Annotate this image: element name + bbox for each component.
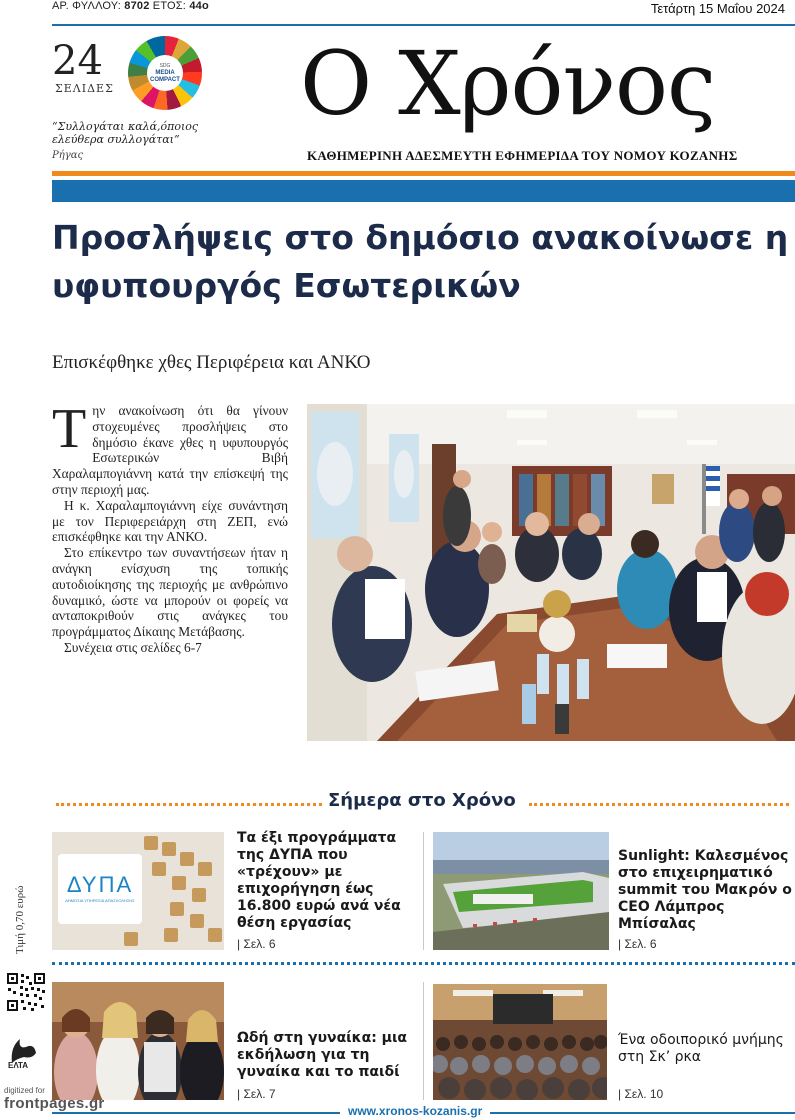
teaser-page-women: | Σελ. 7	[237, 1087, 276, 1101]
dypa-logo: ΔΥΠΑ ΔΗΜΟΣΙΑ ΥΠΗΡΕΣΙΑ ΑΠΑΣΧΟΛΗΣΗΣ	[65, 872, 135, 903]
lead-paragraph: Η κ. Χαραλαμπογιάννη είχε συνάντηση με τον Περιφερειάρχη στη ΖΕΠ, ενώ επισκέφθηκε και την ΑΝΚΟ.	[52, 497, 288, 545]
column-divider	[423, 832, 424, 950]
dotted-rule	[529, 803, 789, 806]
column-divider	[423, 982, 424, 1100]
lead-paragraph: Την ανακοίνωση ότι θα γίνουν στοχευμένες προσλήψεις στο δημόσιο έκανε χθες η υφυπουργός Εσωτερικών Βιβή Χαραλαμπογιάννη κατά την επίσκεψή της στην περιοχή μας.	[52, 398, 288, 497]
sdg-media-compact-icon: SDG MEDIA COMPACT	[128, 36, 202, 110]
dropcap: Τ	[52, 398, 87, 460]
lead-subhead: Επισκέφθηκε χθες Περιφέρεια και ΑΝΚΟ	[52, 352, 371, 373]
price-label: Τιμή 0,70 ευρώ	[14, 885, 26, 954]
website-link[interactable]: www.xronos-kozanis.gr	[340, 1104, 490, 1118]
teaser-page-sunlight: | Σελ. 6	[618, 937, 657, 951]
motto: “Συλλογάται καλά,όποιος ελεύθερα συλλογάται”	[52, 120, 199, 146]
teaser-title-women[interactable]: Ωδή στη γυναίκα: μια εκδήλωση για τη γυναίκα και το παιδί	[237, 1030, 408, 1080]
teaser-photo-sunlight[interactable]	[433, 832, 609, 950]
teaser-page-memory: | Σελ. 10	[618, 1087, 664, 1101]
masthead-tagline: ΚΑΘΗΜΕΡΙΝΗ ΑΔΕΣΜΕΥΤΗ ΕΦΗΜΕΡΙΔΑ ΤΟΥ ΝΟΜΟΥ ΚΟΖΑΝΗΣ	[307, 148, 738, 163]
lead-headline[interactable]: Προσλήψεις στο δημόσιο ανακοίνωσε η υφυπουργός Εσωτερικών	[52, 218, 789, 305]
teaser-photo-memory-tour[interactable]	[433, 984, 607, 1100]
issue-number: 8702	[124, 0, 150, 12]
teaser-title-memory[interactable]: Ένα οδοιπορικό μνήμης στη Σκ’ ρκα	[618, 1032, 784, 1065]
teaser-photo-women-event[interactable]	[52, 982, 224, 1100]
teaser-page-dypa: | Σελ. 6	[237, 937, 276, 951]
dotted-rule	[56, 803, 322, 806]
dotted-separator	[52, 962, 795, 965]
page-count: 24	[52, 38, 103, 84]
masthead-title: Ο Χρόνος	[300, 32, 716, 135]
page-count-label: ΣΕΛΙΔΕΣ	[55, 82, 114, 95]
qr-code-icon[interactable]	[6, 972, 46, 1012]
blue-band	[52, 180, 795, 202]
teaser-title-dypa[interactable]: Τα έξι προγράμματα της ΔΥΠΑ που «τρέχουν» με επιχορήγηση έως 16.800 ευρώ ανά νέα θέση εργασίας	[237, 830, 401, 931]
elta-postal-icon: ΕΛΤΑ	[6, 1033, 42, 1073]
lead-photo-meeting	[307, 404, 795, 741]
teaser-title-sunlight[interactable]: Sunlight: Καλεσμένος στο επιχειρηματικό summit του Μακρόν ο CEO Λάμπρος Μπίσαλας	[618, 848, 792, 932]
issue-info: ΑΡ. ΦΥΛΛΟΥ: 8702 ΕΤΟΣ: 44ο	[52, 0, 209, 12]
frontpages-watermark: digitized for frontpages.gr	[4, 1086, 105, 1112]
issue-bar	[52, 0, 795, 20]
year-number: 44ο	[189, 0, 209, 12]
motto-author: Ρήγας	[52, 150, 84, 161]
issue-date: Τετάρτη 15 Μαΐου 2024	[650, 1, 785, 16]
teaser-photo-dypa[interactable]	[52, 832, 224, 950]
lead-paragraph: Στο επίκεντρο των συναντήσεων ήταν η ανάγκη ενίσχυση της τοπικής αυτοδιοίκησης της περιοχής με ανθρώπινο δυναμικό, ώστε να μπορούν οι φορείς να ανταποκριθούν στις ανάγκες του προγράμματος Δίκαιης Μετάβασης.	[52, 545, 288, 640]
top-rule	[52, 24, 795, 26]
orange-band	[52, 171, 795, 176]
today-section-header	[52, 790, 795, 816]
today-section-title: Σήμερα στο Χρόνο	[328, 790, 516, 811]
lead-body	[52, 398, 288, 656]
continued-link[interactable]: Συνέχεια στις σελίδες 6-7	[64, 639, 202, 655]
